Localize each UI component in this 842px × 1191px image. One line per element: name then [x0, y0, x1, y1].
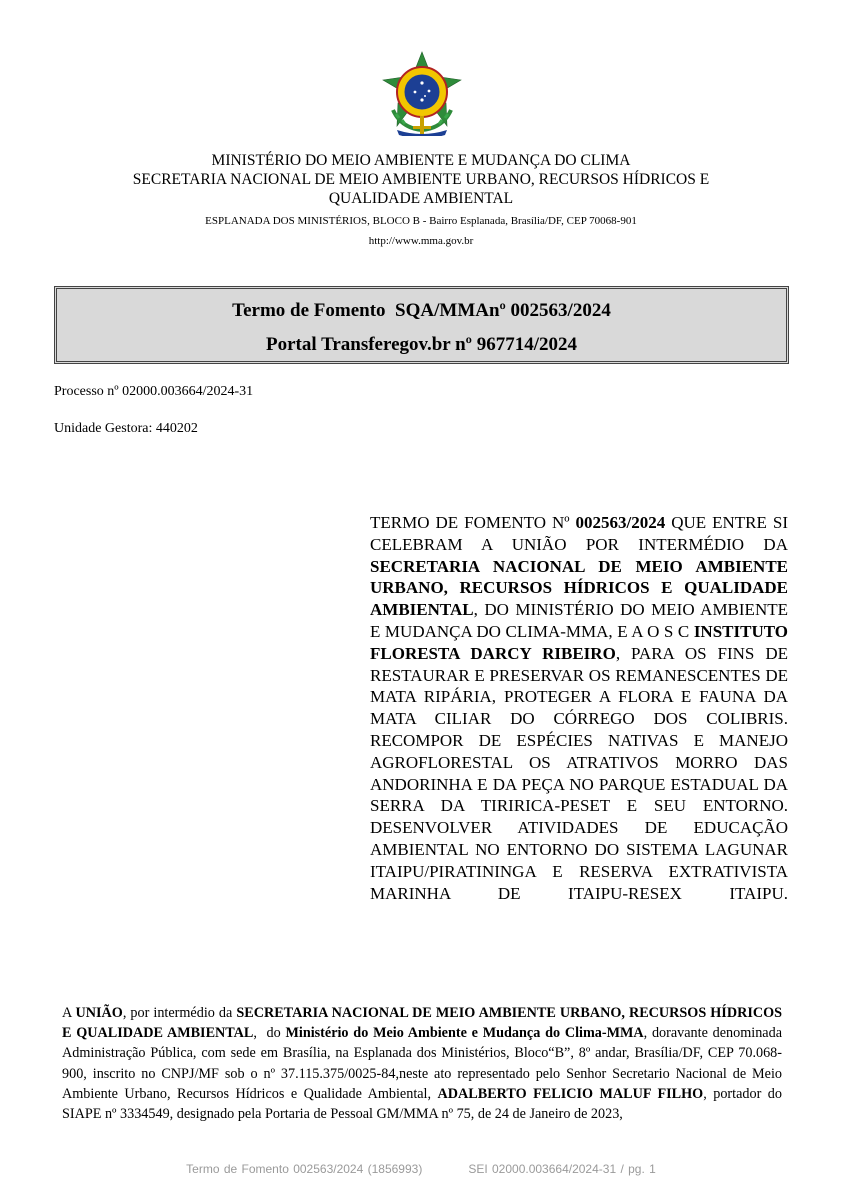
- body-bold: UNIÃO: [75, 1005, 123, 1021]
- ementa-summary: [370, 512, 788, 904]
- website-url: http://www.mma.gov.br: [368, 235, 474, 247]
- ministry-header: [60, 151, 782, 208]
- body-text: A: [62, 1005, 76, 1021]
- ementa-institute: INSTITUTO FLORESTA DARCY RIBEIRO: [370, 621, 788, 663]
- page-footer: [0, 1162, 842, 1176]
- process-number: Processo nº 02000.003664/2024-31: [54, 384, 254, 399]
- ementa-text: TERMO DE FOMENTO Nº: [370, 513, 576, 532]
- body-bold: ADALBERTO FELICIO MALUF FILHO: [437, 1085, 704, 1102]
- body-bold: SECRETARIA NACIONAL DE MEIO AMBIENTE URBANO, RECURSOS HÍDRICOS E QUALIDADE AMBIENTAL: [62, 1005, 783, 1042]
- portal-number: Portal Transferegov.br nº 967714/2024: [266, 334, 577, 355]
- ementa-term-number: 002563/2024: [575, 513, 666, 532]
- ministry-line-2: SECRETARIA NACIONAL DE MEIO AMBIENTE URBANO, RECURSOS HÍDRICOS E: [132, 171, 710, 188]
- footer-sei-page: SEI 02000.003664/2024-31 / pg. 1: [468, 1162, 656, 1176]
- body-bold: Ministério do Meio Ambiente e Mudança do Clima-MMA: [285, 1025, 644, 1042]
- body-text: , doravante denominada Administração Pública, com sede em Brasília, na Esplanada dos Ministérios, Bloco“B”, 8º andar, Brasília/DF, CEP 70.068-900, inscrito no CNPJ/MF sob o nº 37.115.375/0025-84,neste ato representado pelo Senhor Secretario Nacional de Meio Ambiente Urbano, Recursos Hídricos e Qualidade Ambiental,: [62, 1025, 782, 1102]
- body-text: , portador do SIAPE nº 3334549, designado pela Portaria de Pessoal GM/MMA nº 75, de 24 de Janeiro de 2023,: [62, 1085, 782, 1123]
- ministry-line-1: MINISTÉRIO DO MEIO AMBIENTE E MUDANÇA DO CLIMA: [211, 152, 631, 169]
- address-line: ESPLANADA DOS MINISTÉRIOS, BLOCO B - Bairro Esplanada, Brasília/DF, CEP 70068-901: [205, 215, 637, 227]
- ementa-text: , DO MINISTÉRIO DO MEIO AMBIENTE E MUDANÇA DO CLIMA-MMA, E A O S C: [370, 600, 788, 641]
- ministry-line-3: QUALIDADE AMBIENTAL: [328, 190, 514, 207]
- body-text: , do: [253, 1025, 286, 1042]
- ementa-secretariat: SECRETARIA NACIONAL DE MEIO AMBIENTE URBANO, RECURSOS HÍDRICOS E QUALIDADE AMBIENTAL: [370, 556, 788, 620]
- document-title-box: [54, 286, 789, 364]
- body-text: , por intermédio da: [122, 1005, 237, 1021]
- contract-body-paragraph: [62, 1003, 782, 1124]
- ementa-text: , PARA OS FINS DE RESTAURAR E PRESERVAR OS REMANESCENTES DE MATA RIPÁRIA, PROTEGER A FLORA E FAUNA DA MATA CILIAR DO CÓRREGO DOS COLIBRIS. RECOMPOR DE ESPÉCIES NATIVAS E MANEJO AGROFLORESTAL OS ATRATIVOS MORRO DAS ANDORINHA E DA PEÇA NO PARQUE ESTADUAL DA SERRA DA TIRIRICA-PESET E SEU ENTORNO. DESENVOLVER ATIVIDADES DE EDUCAÇÃO AMBIENTAL NO ENTORNO DO SISTEMA LAGUNAR ITAIPU/PIRATININGA E RESERVA EXTRATIVISTA MARINHA DE ITAIPU-RESEX ITAIPU.: [370, 643, 789, 903]
- managing-unit: Unidade Gestora: 440202: [54, 421, 198, 436]
- ementa-text: QUE ENTRE SI CELEBRAM A UNIÃO POR INTERMÉDIO DA: [370, 513, 788, 554]
- brazil-coat-of-arms-icon: [379, 50, 465, 136]
- footer-document-id: Termo de Fomento 002563/2024 (1856993): [186, 1162, 423, 1176]
- document-title: Termo de Fomento SQA/MMAnº 002563/2024: [232, 300, 611, 321]
